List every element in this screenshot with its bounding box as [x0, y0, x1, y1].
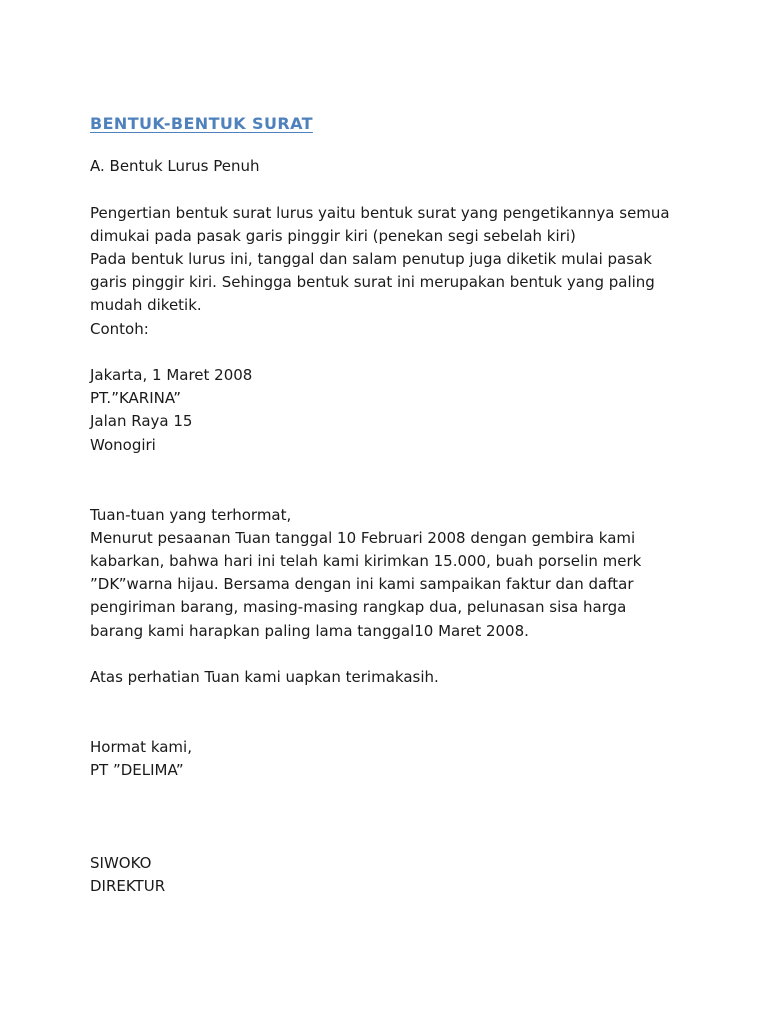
- section-heading: A. Bentuk Lurus Penuh: [90, 157, 260, 175]
- letter-body-line-5: barang kami harapkan paling lama tanggal10 Maret 2008.: [90, 622, 529, 640]
- letter-closing-note: Atas perhatian Tuan kami uapkan terimakasih.: [90, 668, 439, 686]
- definition-line-4: garis pinggir kiri. Sehingga bentuk surat ini merupakan bentuk yang paling: [90, 273, 655, 291]
- letter-body-line-3: ”DK”warna hijau. Bersama dengan ini kami sampaikan faktur dan daftar: [90, 575, 634, 593]
- definition-line-5: mudah diketik.: [90, 296, 202, 314]
- letter-body-line-2: kabarkan, bahwa hari ini telah kami kirimkan 15.000, buah porselin merk: [90, 552, 642, 570]
- letter-date: Jakarta, 1 Maret 2008: [90, 366, 253, 384]
- letter-recipient-street: Jalan Raya 15: [90, 412, 193, 430]
- letter-body-line-1: Menurut pesaanan Tuan tanggal 10 Februari 2008 dengan gembira kami: [90, 529, 636, 547]
- letter-sender-company: PT ”DELIMA”: [90, 761, 184, 779]
- signatory-title: DIREKTUR: [90, 877, 166, 895]
- letter-recipient-city: Wonogiri: [90, 436, 156, 454]
- letter-salutation: Tuan-tuan yang terhormat,: [90, 506, 292, 524]
- signatory-name: SIWOKO: [90, 854, 152, 872]
- definition-line-3: Pada bentuk lurus ini, tanggal dan salam penutup juga diketik mulai pasak: [90, 250, 652, 268]
- example-label: Contoh:: [90, 320, 149, 338]
- letter-recipient-company: PT.”KARINA”: [90, 389, 182, 407]
- definition-line-1: Pengertian bentuk surat lurus yaitu bentuk surat yang pengetikannya semua: [90, 204, 670, 222]
- definition-line-2: dimukai pada pasak garis pinggir kiri (penekan segi sebelah kiri): [90, 227, 576, 245]
- document-title: BENTUK-BENTUK SURAT: [90, 114, 313, 133]
- letter-closing: Hormat kami,: [90, 738, 192, 756]
- letter-body-line-4: pengiriman barang, masing-masing rangkap dua, pelunasan sisa harga: [90, 598, 627, 616]
